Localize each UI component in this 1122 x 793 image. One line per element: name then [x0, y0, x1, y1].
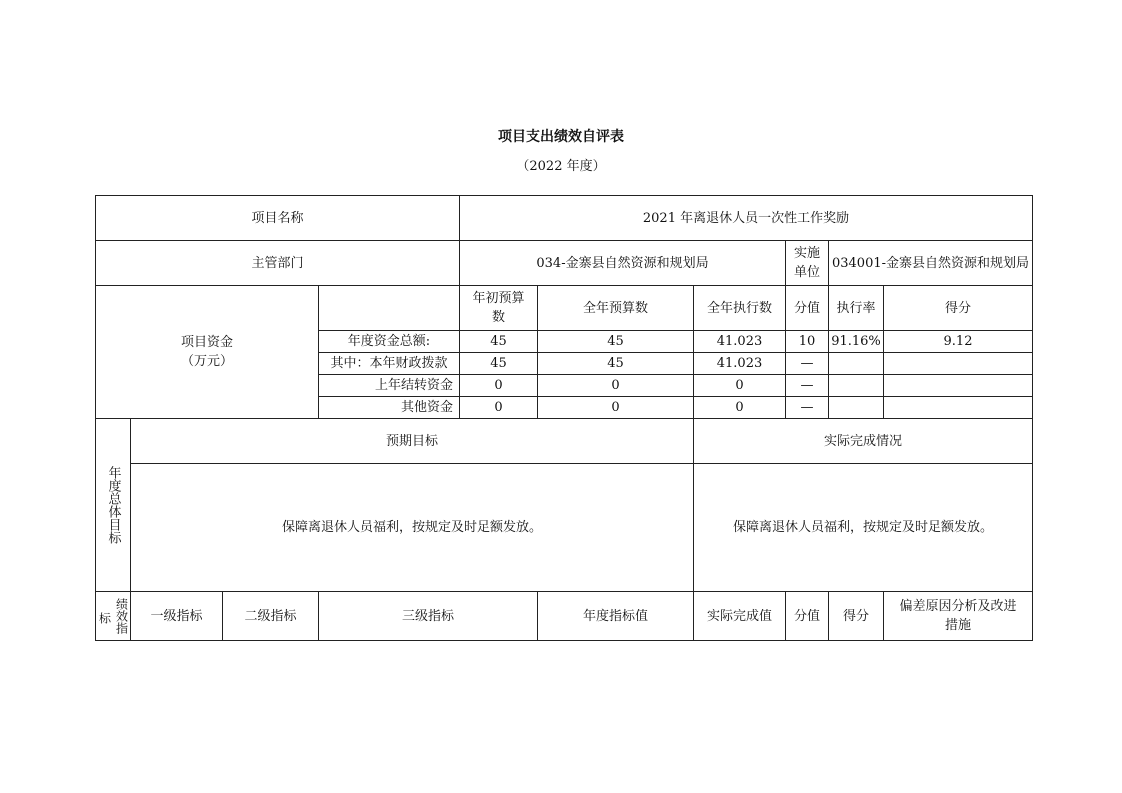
funds-initial: 0	[460, 375, 538, 397]
funds-exec: 41.023	[694, 353, 786, 375]
ind-target-header: 年度指标值	[538, 592, 694, 641]
indicators-side-label-cell	[96, 592, 131, 641]
ind-deviation-line2: 措施	[944, 618, 971, 633]
funds-score	[884, 353, 1033, 375]
funds-row-label: 其中：本年财政拨款	[319, 353, 460, 375]
funds-label-line2: （万元）	[180, 354, 233, 369]
funds-score	[884, 375, 1033, 397]
funds-row-label-header	[319, 286, 460, 331]
project-name-label: 项目名称	[96, 196, 460, 241]
funds-label	[96, 286, 319, 419]
page-subtitle-year: （2022 年度）	[516, 159, 606, 174]
header-annual-budget: 全年预算数	[538, 286, 694, 331]
funds-annual: 0	[538, 397, 694, 419]
funds-weight: —	[786, 375, 829, 397]
ind-deviation-line1: 偏差原因分析及改进	[899, 599, 1017, 614]
ind-actual-header: 实际完成值	[694, 592, 786, 641]
ind-weight-header: 分值	[786, 592, 829, 641]
ind-score-header: 得分	[829, 592, 884, 641]
unit-label: 实施单位	[786, 241, 829, 286]
header-score: 得分	[884, 286, 1033, 331]
funds-rate	[829, 353, 884, 375]
row-indicators-header	[96, 592, 1033, 641]
ind-level3-header: 三级指标	[319, 592, 538, 641]
row-department	[96, 241, 1033, 286]
funds-annual: 0	[538, 375, 694, 397]
funds-initial: 45	[460, 331, 538, 353]
row-goals-content	[96, 464, 1033, 592]
goals-side-label-cell	[96, 419, 131, 592]
goals-side-label: 年度总体目标	[105, 466, 121, 544]
unit-value: 034001-金寨县自然资源和规划局	[829, 241, 1033, 286]
header-initial-budget	[460, 286, 538, 331]
funds-exec: 0	[694, 375, 786, 397]
indicators-side-label-b: 标	[97, 612, 112, 624]
funds-score: 9.12	[884, 331, 1033, 353]
ind-deviation-header	[884, 592, 1033, 641]
funds-exec: 41.023	[694, 331, 786, 353]
funds-rate	[829, 375, 884, 397]
dept-value: 034-金寨县自然资源和规划局	[460, 241, 786, 286]
row-goals-header	[96, 419, 1033, 464]
indicators-side-label-a: 绩效指	[114, 598, 129, 634]
header-initial-budget-line2: 数	[491, 310, 505, 325]
funds-weight: —	[786, 397, 829, 419]
funds-rate	[829, 397, 884, 419]
funds-row-label: 上年结转资金	[319, 375, 460, 397]
header-exec-rate: 执行率	[829, 286, 884, 331]
funds-score	[884, 397, 1033, 419]
header-initial-budget-line1: 年初预算	[472, 291, 525, 306]
funds-row-label: 年度资金总额:	[319, 331, 460, 353]
funds-initial: 45	[460, 353, 538, 375]
funds-annual: 45	[538, 331, 694, 353]
row-project-name	[96, 196, 1033, 241]
goals-actual-header: 实际完成情况	[694, 419, 1033, 464]
funds-weight: —	[786, 353, 829, 375]
funds-exec: 0	[694, 397, 786, 419]
funds-label-line1: 项目资金	[180, 335, 233, 350]
dept-label: 主管部门	[96, 241, 460, 286]
funds-annual: 45	[538, 353, 694, 375]
project-name-value: 2021 年离退休人员一次性工作奖励	[460, 196, 1033, 241]
header-annual-exec: 全年执行数	[694, 286, 786, 331]
performance-table	[95, 195, 1033, 641]
ind-level1-header: 一级指标	[131, 592, 223, 641]
goals-expected-text: 保障离退休人员福利，按规定及时足额发放。	[131, 464, 694, 592]
funds-weight: 10	[786, 331, 829, 353]
goals-expected-header: 预期目标	[131, 419, 694, 464]
funds-initial: 0	[460, 397, 538, 419]
page-title: 项目支出绩效自评表	[498, 129, 624, 145]
funds-rate: 91.16%	[829, 331, 884, 353]
header-score-weight: 分值	[786, 286, 829, 331]
goals-actual-text: 保障离退休人员福利，按规定及时足额发放。	[694, 464, 1033, 592]
row-funds-header	[96, 286, 1033, 331]
ind-level2-header: 二级指标	[223, 592, 319, 641]
funds-row-label: 其他资金	[319, 397, 460, 419]
